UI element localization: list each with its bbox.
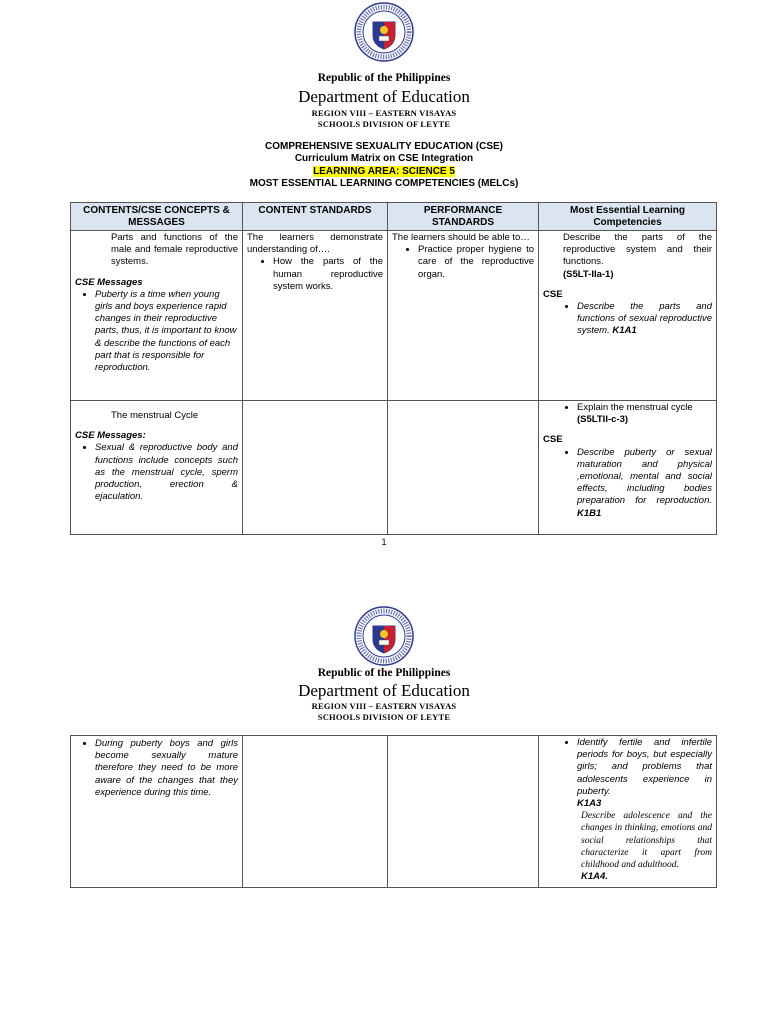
cell-contents (71, 231, 243, 401)
list-item: • Describe the parts and functions of sexual reproductive system. K1A1 (577, 301, 712, 338)
republic-title: Republic of the Philippines (317, 667, 451, 679)
program-title: COMPREHENSIVE SEXUALITY EDUCATION (CSE) (265, 141, 503, 152)
page-number: 1 (381, 537, 387, 547)
region-title: REGION VIII – EASTERN VISAYAS (311, 108, 457, 118)
melc-code: (S5LTII-c-3) (577, 414, 629, 426)
deped-seal-icon (354, 2, 414, 62)
melcs-title: MOST ESSENTIAL LEARNING COMPETENCIES (MELCs) (249, 177, 519, 189)
header-content-standards: CONTENT STANDARDS (243, 203, 388, 231)
curriculum-matrix-table-continued (70, 735, 717, 888)
table-row (71, 401, 717, 535)
matrix-title: Curriculum Matrix on CSE Integration (294, 153, 474, 165)
list-item: • Explain the menstrual cycle (577, 402, 712, 414)
content-text: The menstrual Cycle (111, 410, 199, 421)
list-item: • Practice proper hygiene to care of the reproductive organ. (418, 244, 534, 281)
cell-melc (539, 401, 717, 535)
cell-performance-standards (388, 401, 539, 535)
cse-messages-label: CSE Messages (75, 276, 143, 288)
performance-intro: The learners should be able to… (392, 232, 530, 243)
table-header-row (71, 203, 717, 231)
melc-text: Describe the parts of the reproductive system and their functions. (563, 232, 712, 268)
list-item: • During puberty boys and girls become sexually mature therefore they need to be more aware of the changes that they experience during this time. (95, 738, 238, 799)
region-title: REGION VIII – EASTERN VISAYAS (311, 701, 457, 711)
cell-contents (71, 736, 243, 888)
cell-performance-standards (388, 736, 539, 888)
list-item: • How the parts of the human reproductive system works. (273, 256, 383, 293)
list-item: • Puberty is a time when young girls and boys experience rapid changes in their reproductive parts, thus, it is important to know & describe the functions of each part that is responsible for reproduction. (95, 289, 238, 374)
cse-heading: CSE (543, 288, 563, 300)
header-melc: Most Essential Learning Competencies (539, 203, 717, 231)
melc-description: Describe adolescence and the changes in thinking, emotions and social relationships that characterize it apart from childhood and adulthood. K1A4. (581, 811, 712, 883)
curriculum-matrix-table (70, 202, 717, 535)
cell-melc (539, 231, 717, 401)
learning-area-title: LEARNING AREA: SCIENCE 5 (313, 165, 455, 177)
cell-content-standards (243, 231, 388, 401)
cell-content-standards (243, 401, 388, 535)
document-titles (0, 141, 768, 190)
division-title: SCHOOLS DIVISION OF LEYTE (317, 119, 451, 129)
table-row (71, 736, 717, 888)
cell-contents (71, 401, 243, 535)
content-text: Parts and functions of the male and female reproductive systems. (111, 232, 238, 268)
table-row (71, 231, 717, 401)
header-performance-standards: PERFORMANCE STANDARDS (388, 203, 539, 231)
division-title: SCHOOLS DIVISION OF LEYTE (317, 712, 451, 722)
melc-code: (S5LT-IIa-1) (563, 268, 614, 280)
standard-intro: The learners demonstrate understanding of…. (247, 232, 383, 256)
page-2 (0, 560, 768, 1024)
cse-messages-label: CSE Messages: (75, 430, 146, 442)
department-title: Department of Education (298, 87, 470, 106)
cell-performance-standards (388, 231, 539, 401)
department-title: Department of Education (298, 681, 470, 700)
list-item: • Sexual & reproductive body and functions include concepts such as the menstrual cycle, sperm production, erection & ejaculation. (95, 442, 238, 503)
cell-content-standards (243, 736, 388, 888)
cse-heading: CSE (543, 434, 563, 446)
list-item: • Describe puberty or sexual maturation and physical ,emotional, mental and social effects, including bodies preparation for reproduction. K1B1 (577, 447, 712, 520)
cell-melc (539, 736, 717, 888)
header-contents: CONTENTS/CSE CONCEPTS & MESSAGES (71, 203, 243, 231)
list-item: • Identify fertile and infertile periods for boys, but especially girls; and problems that adolescents experience in puberty. K1A3 (577, 737, 712, 810)
deped-seal-icon (354, 606, 414, 666)
republic-title: Republic of the Philippines (317, 72, 451, 84)
